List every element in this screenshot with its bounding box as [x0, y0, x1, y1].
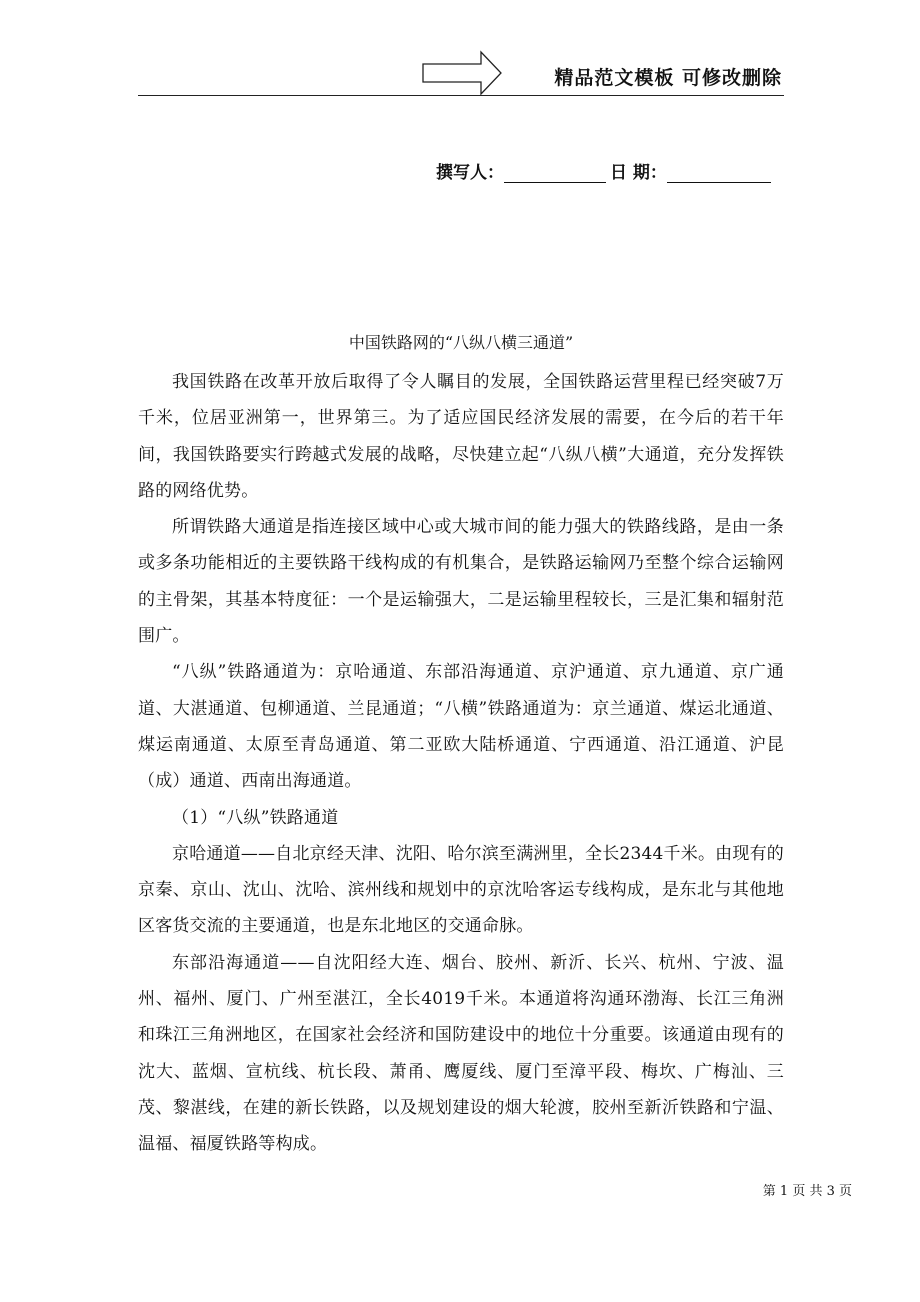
date-label: 日 期：: [610, 163, 667, 183]
right-arrow-outline-icon: [421, 50, 503, 96]
author-date-line: [436, 158, 786, 184]
page-number: 第 1 页 共 3 页: [762, 1184, 852, 1199]
paragraph-definition: 所谓铁路大通道是指连接区域中心或大城市间的能力强大的铁路线路，是由一条或多条功能相近的主要铁路干线构成的有机集合，是铁路运输网乃至整个综合运输网的主骨架，其基本特度征：一个是运输强大，二是运输里程较长，三是汇集和辐射范围广。: [138, 517, 784, 647]
author-blank-field: [504, 164, 606, 183]
paragraph-east-coast: 东部沿海通道——自沈阳经大连、烟台、胶州、新沂、长兴、杭州、宁波、温州、福州、厦门、广州至湛江，全长4019千米。本通道将沟通环渤海、长江三角洲和珠江三角洲地区，在国家社会经济和国防建设中的地位十分重要。该通道由现有的沈大、蓝烟、宣杭线、杭长段、萧甬、鹰厦线、厦门至漳平段、梅坎、广梅汕、三茂、黎湛线，在建的新长铁路，以及规划建设的烟大轮渡，胶州至新沂铁路和宁温、温福、福厦铁路等构成。: [138, 952, 784, 1155]
header-divider: [138, 95, 784, 96]
date-blank-field: [667, 164, 771, 183]
header-banner-text: 精品范文模板 可修改删除: [554, 67, 782, 89]
page-header: [138, 50, 784, 98]
author-label: 撰写人：: [436, 163, 504, 183]
document-title: 中国铁路网的“八纵八横三通道”: [348, 333, 574, 352]
paragraph-intro: 我国铁路在改革开放后取得了令人瞩目的发展，全国铁路运营里程已经突破7万千米，位居亚洲第一，世界第三。为了适应国民经济发展的需要，在今后的若干年间，我国铁路要实行跨越式发展的战略，尽快建立起“八纵八横”大通道，充分发挥铁路的网络优势。: [138, 372, 784, 501]
paragraph-jingha: 京哈通道——自北京经天津、沈阳、哈尔滨至满洲里，全长2344千米。由现有的京秦、京山、沈山、沈哈、滨州线和规划中的京沈哈客运专线构成，是东北与其他地区客货交流的主要通道，也是东北地区的交通命脉。: [138, 843, 784, 937]
paragraph-corridor-list: “八纵”铁路通道为：京哈通道、东部沿海通道、京沪通道、京九通道、京广通道、大湛通道、包柳通道、兰昆通道；“八横”铁路通道为：京兰通道、煤运北通道、煤运南通道、太原至青岛通道、第二亚欧大陆桥通道、宁西通道、沿江通道、沪昆（成）通道、西南出海通道。: [138, 662, 784, 792]
section-heading: （1）“八纵”铁路通道: [172, 807, 339, 828]
document-body: [138, 364, 784, 1163]
